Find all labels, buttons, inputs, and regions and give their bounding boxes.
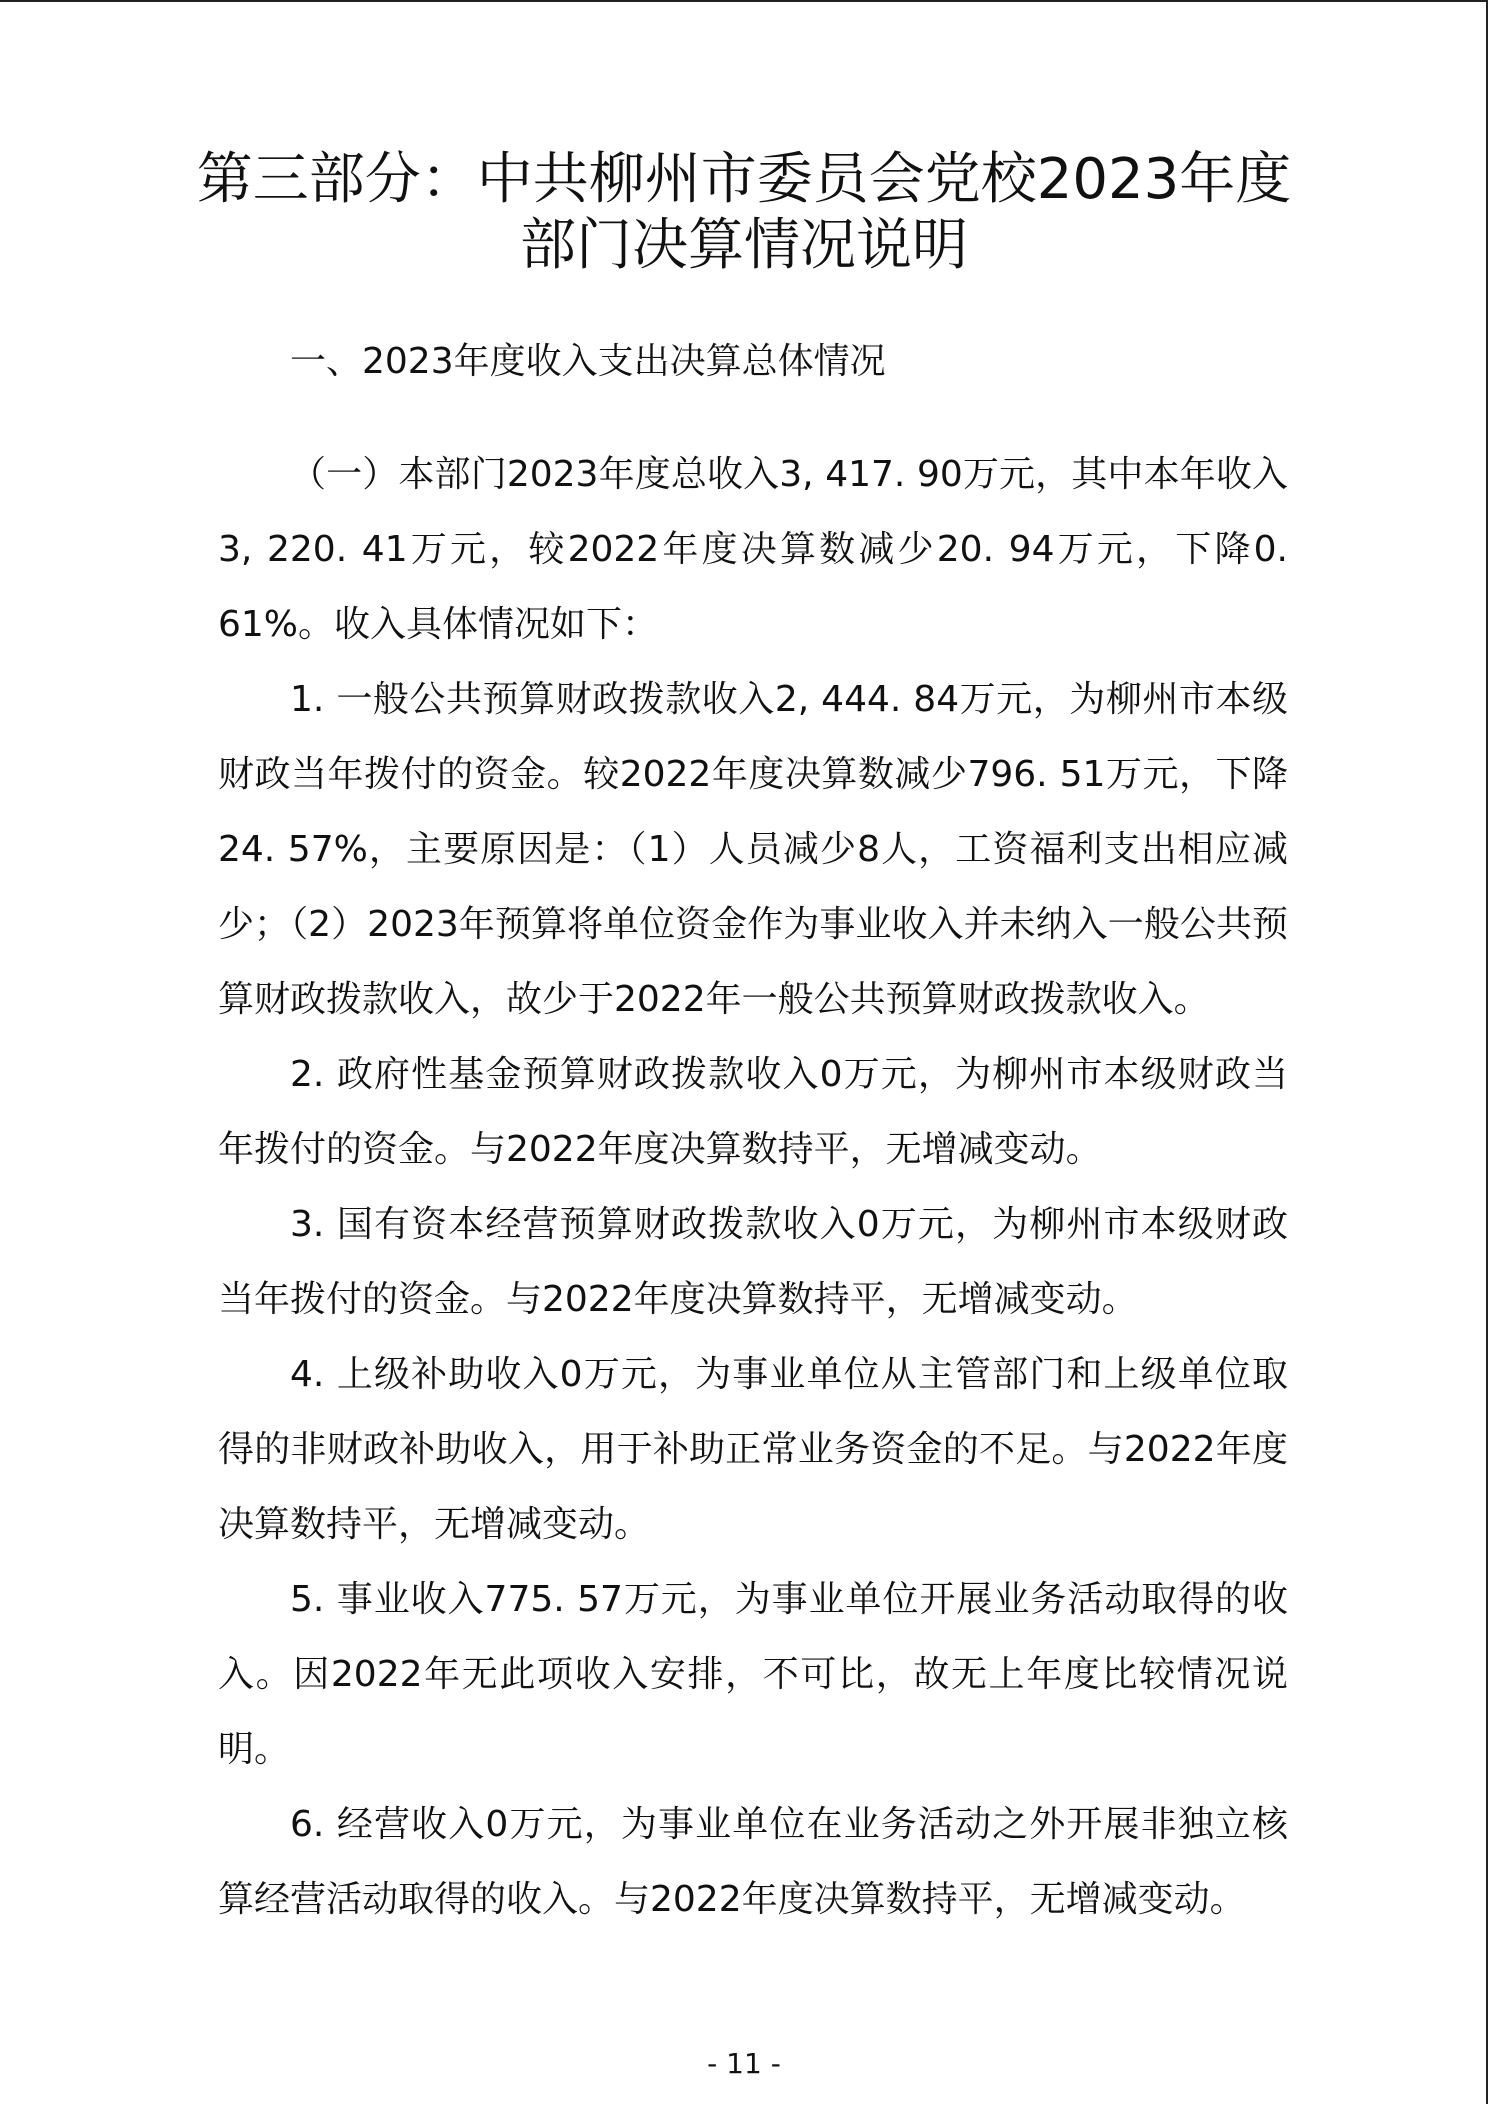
page-title <box>120 147 1368 279</box>
paragraph-government-fund-income: 2. 政府性基金预算财政拨款收入0万元，为柳州市本级财政当年拨付的资金。与2022年度决算数持平，无增减变动。 <box>218 1054 1288 1170</box>
paragraph-business-income: 5. 事业收入775. 57万元，为事业单位开展业务活动取得的收入。因2022年无此项收入安排，不可比，故无上年度比较情况说明。 <box>218 1579 1288 1770</box>
paragraph-total-income: （一）本部门2023年度总收入3, 417. 90万元，其中本年收入3, 220. 41万元，较2022年度决算数减少20. 94万元，下降0. 61%。收入具体情况如下： <box>218 454 1288 645</box>
section-heading: 一、2023年度收入支出决算总体情况 <box>290 341 886 382</box>
title-line-2: 部门决算情况说明 <box>520 213 968 278</box>
paragraph-operating-income: 6. 经营收入0万元，为事业单位在业务活动之外开展非独立核算经营活动取得的收入。与2022年度决算数持平，无增减变动。 <box>218 1804 1288 1920</box>
paragraph-superior-subsidy-income: 4. 上级补助收入0万元，为事业单位从主管部门和上级单位取得的非财政补助收入，用于补助正常业务资金的不足。与2022年度决算数持平，无增减变动。 <box>218 1354 1288 1545</box>
paragraph-general-budget-income: 1. 一般公共预算财政拨款收入2, 444. 84万元，为柳州市本级财政当年拨付的资金。较2022年度决算数减少796. 51万元，下降24. 57%，主要原因是：（1）人员减少8人，工资福利支出相应减少；（2）2023年预算将单位资金作为事业收入并未纳入一般公共预算财政拨款收入，故少于2022年一般公共预算财政拨款收入。 <box>218 679 1288 1020</box>
title-line-1: 第三部分：中共柳州市委员会党校2023年度 <box>196 147 1292 212</box>
document-body <box>218 324 1288 1937</box>
page-number: - 11 - <box>707 2047 781 2080</box>
paragraph-state-capital-income: 3. 国有资本经营预算财政拨款收入0万元，为柳州市本级财政当年拨付的资金。与2022年度决算数持平，无增减变动。 <box>218 1204 1288 1320</box>
